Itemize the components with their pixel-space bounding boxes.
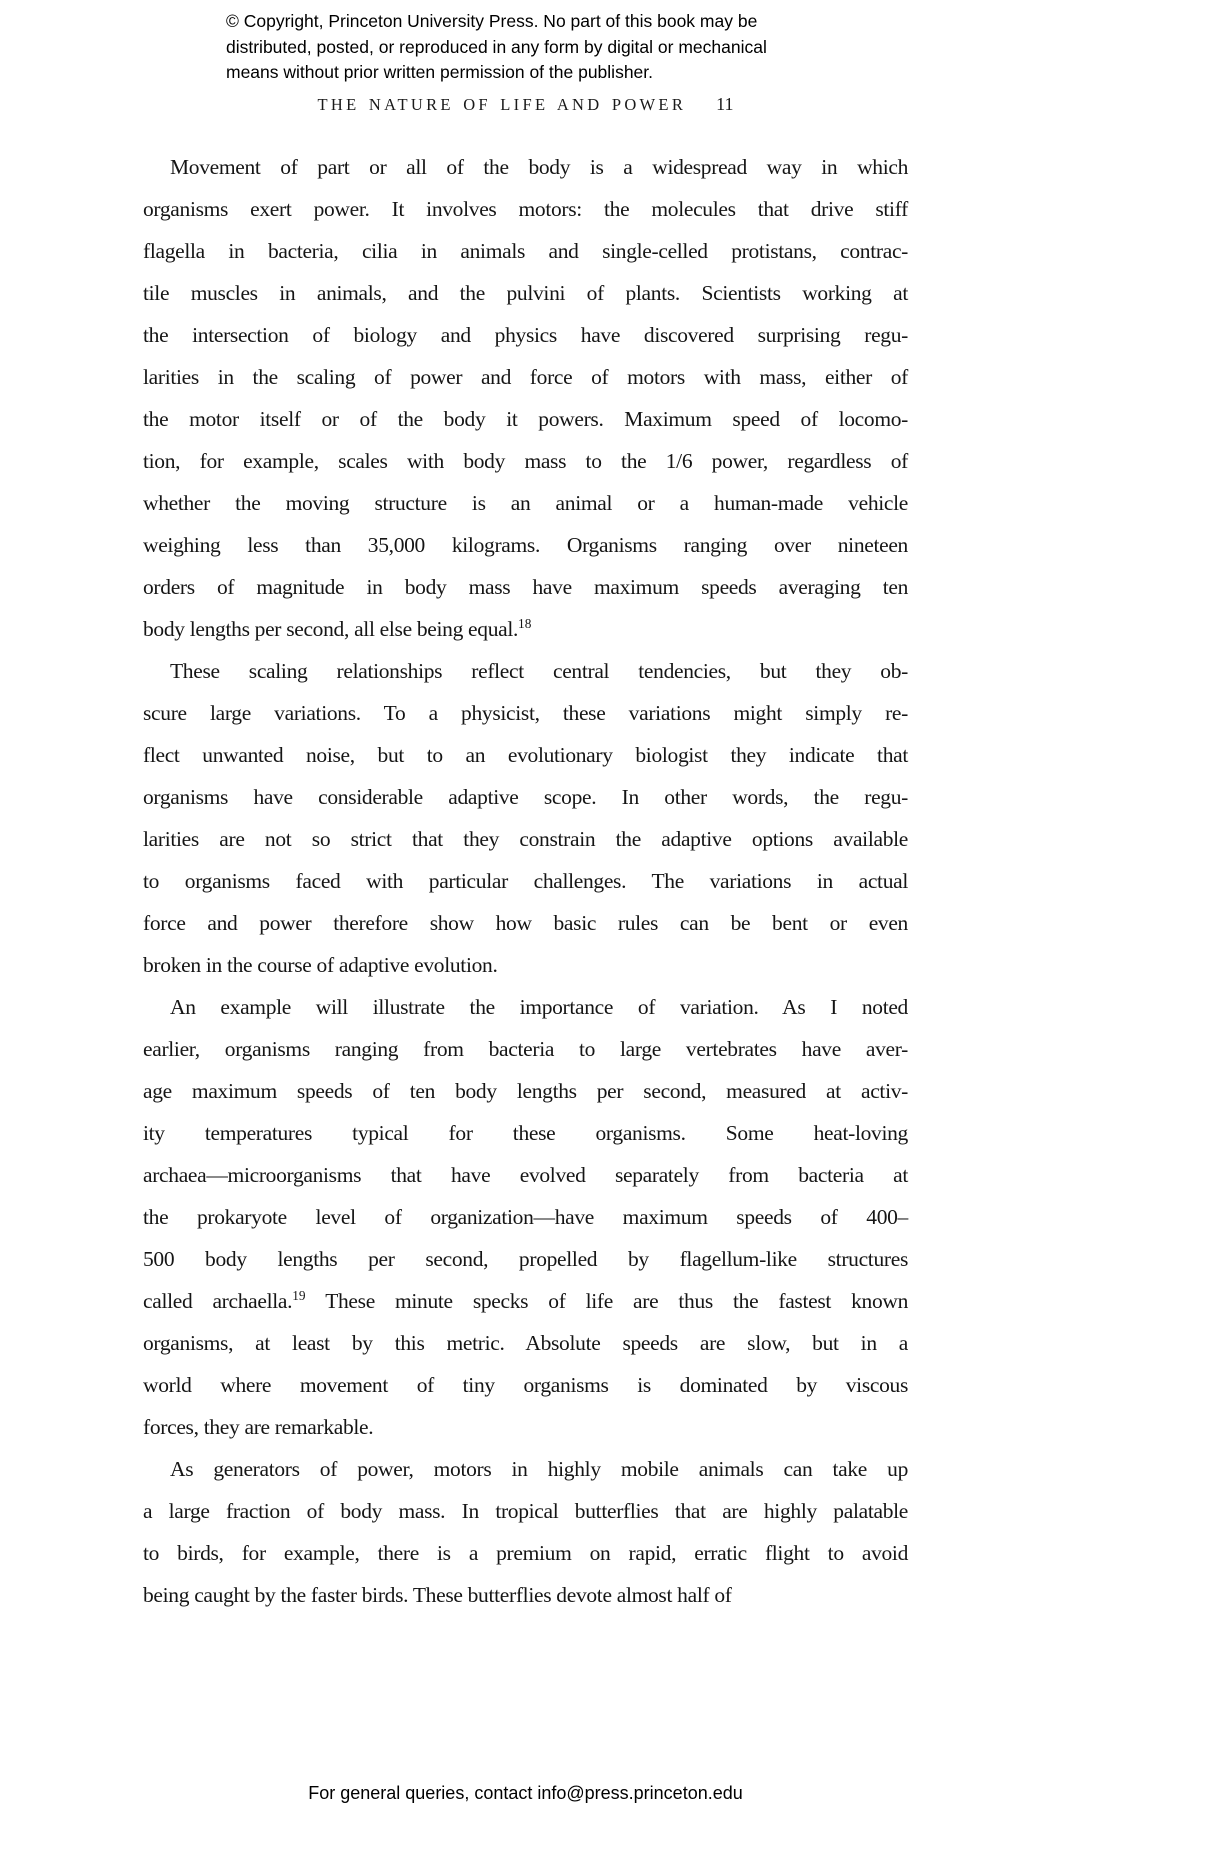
text-line: organisms, at least by this metric. Absolute speeds are slow, but in a bbox=[143, 1331, 908, 1355]
text-line: larities in the scaling of power and force of motors with mass, either of bbox=[143, 365, 908, 389]
copyright-line: means without prior written permission of the publisher. bbox=[226, 62, 654, 82]
text-line: ity temperatures typical for these organisms. Some heat-loving bbox=[143, 1121, 908, 1145]
text-line: force and power therefore show how basic rules can be bent or even bbox=[143, 911, 908, 935]
text-line: 500 body lengths per second, propelled by flagellum-like structures bbox=[143, 1247, 908, 1271]
text-block bbox=[143, 146, 908, 1616]
text-line: called archaella.$^{19}$ These minute specks of life are thus the fastest known bbox=[143, 1287, 908, 1313]
text-line: scure large variations. To a physicist, these variations might simply re- bbox=[143, 701, 908, 725]
text-line: to organisms faced with particular challenges. The variations in actual bbox=[143, 869, 908, 893]
text-line: forces, they are remarkable. bbox=[143, 1415, 374, 1439]
text-line: orders of magnitude in body mass have maximum speeds averaging ten bbox=[143, 575, 908, 599]
text-line: flagella in bacteria, cilia in animals and single-celled protistans, contrac- bbox=[143, 239, 908, 263]
text-line: body lengths per second, all else being equal.$^{18}$ bbox=[143, 615, 532, 641]
text-line: world where movement of tiny organisms is dominated by viscous bbox=[143, 1373, 908, 1397]
text-line: earlier, organisms ranging from bacteria to large vertebrates have aver- bbox=[143, 1037, 908, 1061]
paragraph bbox=[143, 986, 908, 1448]
paragraph bbox=[143, 146, 908, 650]
footnote-ref: 19 bbox=[292, 1287, 306, 1303]
copyright-line: distributed, posted, or reproduced in any form by digital or mechanical bbox=[226, 36, 767, 57]
text-line: broken in the course of adaptive evolution. bbox=[143, 953, 498, 977]
text-line: whether the moving structure is an animal or a human-made vehicle bbox=[143, 491, 908, 515]
text-line: flect unwanted noise, but to an evolutionary biologist they indicate that bbox=[143, 743, 908, 767]
text-line: a large fraction of body mass. In tropical butterflies that are highly palatable bbox=[143, 1499, 908, 1523]
text-line: the intersection of biology and physics have discovered surprising regu- bbox=[143, 323, 908, 347]
text-line: organisms have considerable adaptive scope. In other words, the regu- bbox=[143, 785, 908, 809]
text-line: weighing less than 35,000 kilograms. Organisms ranging over nineteen bbox=[143, 533, 908, 557]
text-line: archaea—microorganisms that have evolved separately from bacteria at bbox=[143, 1163, 908, 1187]
footnote-ref: 18 bbox=[518, 615, 532, 631]
text-line: Movement of part or all of the body is a widespread way in which bbox=[170, 155, 908, 179]
text-line: the prokaryote level of organization—have maximum speeds of 400– bbox=[143, 1205, 908, 1229]
text-line: the motor itself or of the body it powers. Maximum speed of locomo- bbox=[143, 407, 908, 431]
text-line: tion, for example, scales with body mass to the 1/6 power, regardless of bbox=[143, 449, 908, 473]
running-header bbox=[143, 94, 908, 115]
page-number: 11 bbox=[716, 94, 734, 114]
text-line: to birds, for example, there is a premium on rapid, erratic flight to avoid bbox=[143, 1541, 908, 1565]
copyright-line: © Copyright, Princeton University Press. No part of this book may be bbox=[226, 11, 758, 31]
text-line: tile muscles in animals, and the pulvini of plants. Scientists working at bbox=[143, 281, 908, 305]
text-line: larities are not so strict that they constrain the adaptive options available bbox=[143, 827, 908, 851]
copyright-notice bbox=[226, 9, 866, 86]
text-line: being caught by the faster birds. These butterflies devote almost half of bbox=[143, 1583, 732, 1607]
footer bbox=[143, 1783, 908, 1804]
text-line: age maximum speeds of ten body lengths per second, measured at activ- bbox=[143, 1079, 908, 1103]
text-line: An example will illustrate the importance of variation. As I noted bbox=[170, 995, 908, 1019]
text-line: These scaling relationships reflect central tendencies, but they ob- bbox=[170, 659, 908, 683]
footer-text: For general queries, contact info@press.princeton.edu bbox=[308, 1783, 743, 1803]
paragraph bbox=[143, 1448, 908, 1616]
running-header-title: THE NATURE OF LIFE AND POWER bbox=[317, 95, 687, 114]
paragraph bbox=[143, 650, 908, 986]
text-line: As generators of power, motors in highly mobile animals can take up bbox=[170, 1457, 908, 1481]
text-line: organisms exert power. It involves motors: the molecules that drive stiff bbox=[143, 197, 908, 221]
